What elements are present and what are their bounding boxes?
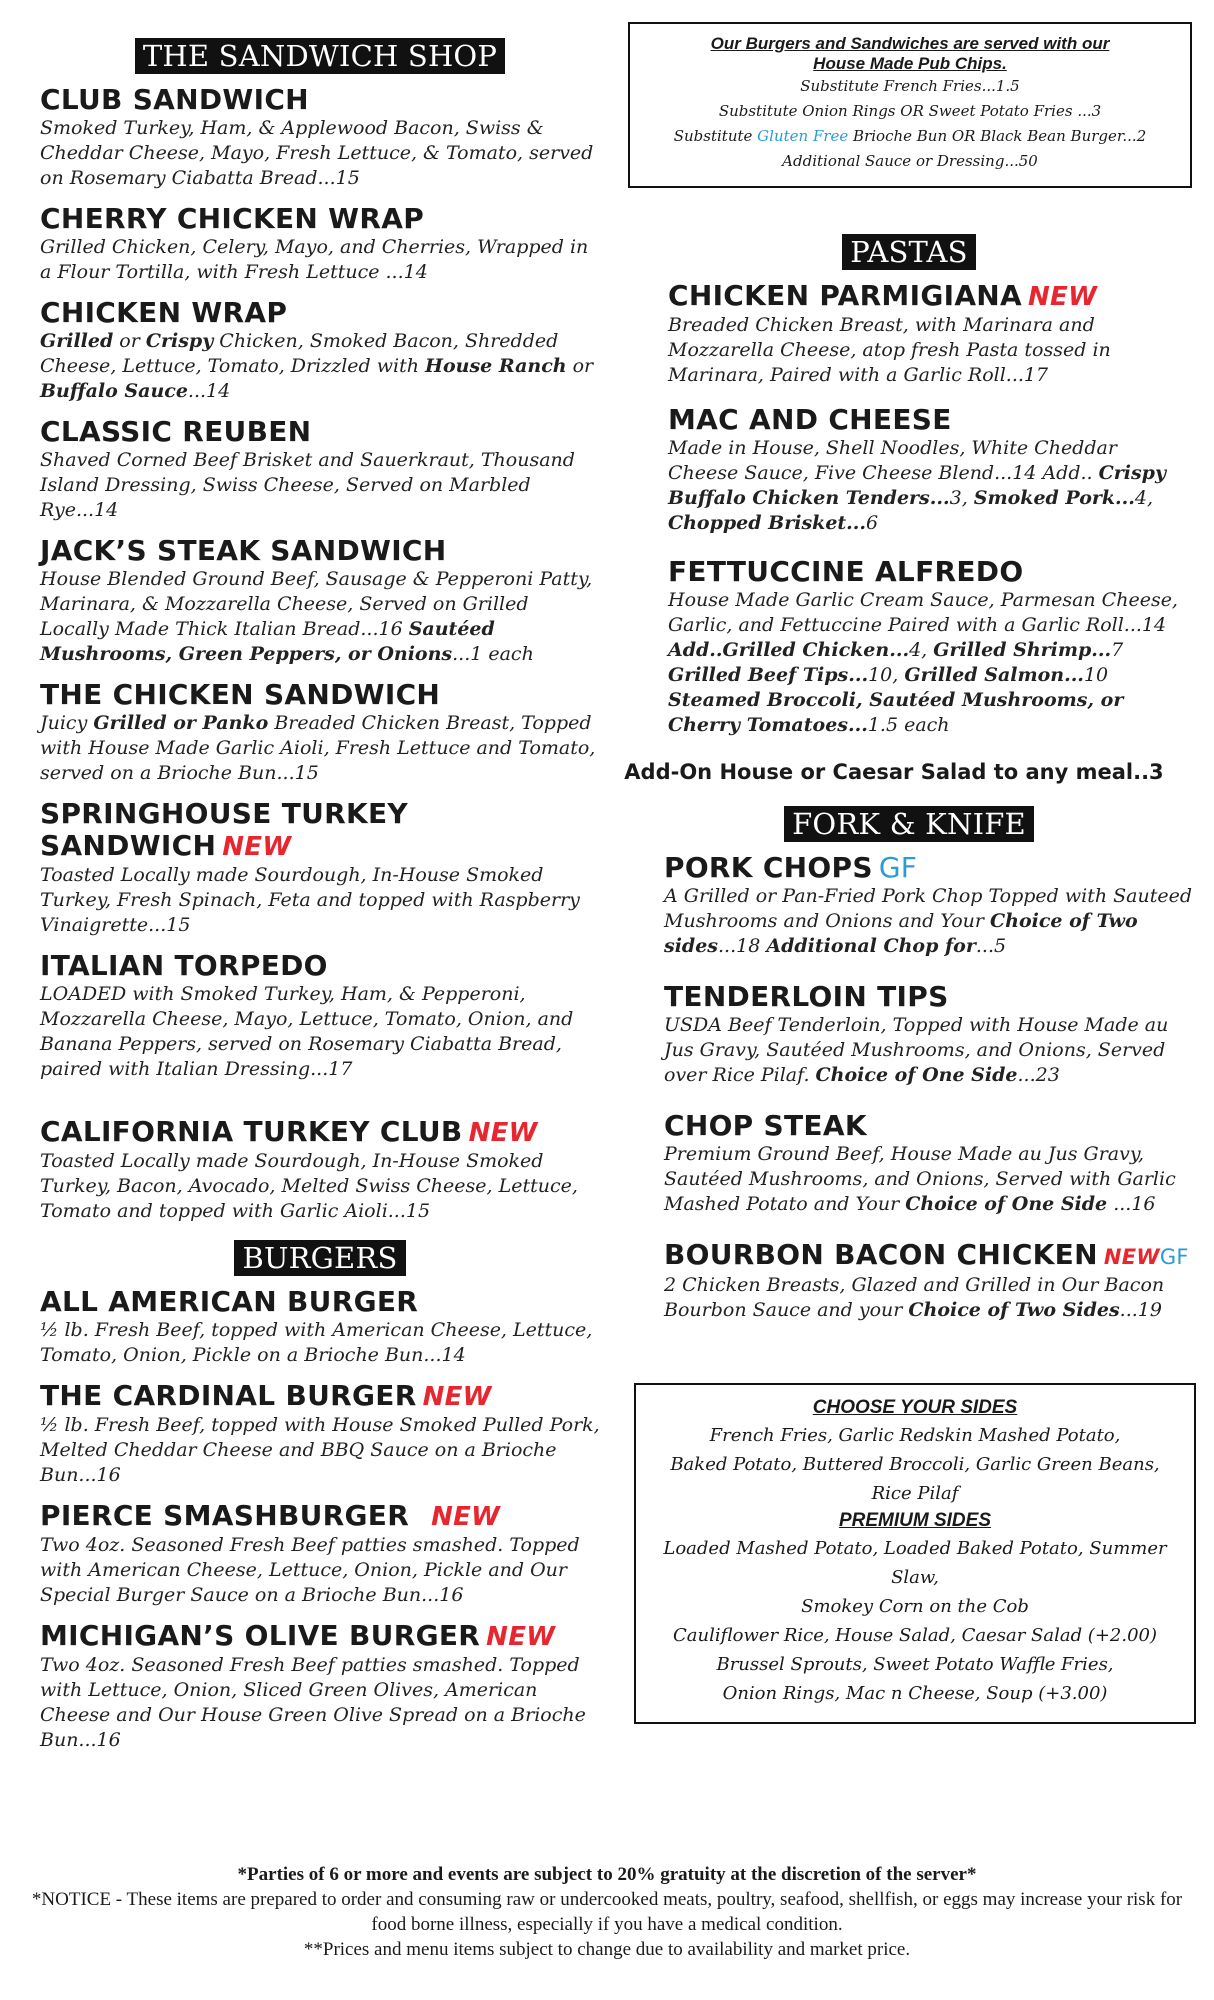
menu-item bbox=[40, 1116, 600, 1224]
item-desc: LOADED with Smoked Turkey, Ham, & Pepperoni, Mozzarella Cheese, Mayo, Lettuce, Tomato, Onion, and Banana Peppers, served on Rosemary Ciabatta Bread, paired with Italian Dressing...17 bbox=[40, 983, 574, 1080]
menu-item bbox=[668, 280, 1192, 388]
item-name: THE CHICKEN SANDWICH bbox=[40, 678, 441, 711]
item-name: JACK’S STEAK SANDWICH bbox=[40, 534, 447, 567]
item-desc: Premium Ground Beef, House Made au Jus Gravy, Sautéed Mushrooms, and Onions, Served with Garlic Mashed Potato and Your Choice of One Side ...16 bbox=[664, 1143, 1176, 1215]
sides-note-box bbox=[628, 22, 1192, 188]
menu-item bbox=[668, 404, 1192, 536]
footer-notice bbox=[30, 1862, 1184, 1962]
menu-item bbox=[40, 203, 600, 285]
sides-line: Rice Pilaf bbox=[871, 1483, 959, 1504]
item-desc: 2 Chicken Breasts, Glazed and Grilled in Our Bacon Bourbon Sauce and your Choice of Two Sides...19 bbox=[664, 1274, 1165, 1321]
item-desc: ½ lb. Fresh Beef, topped with American Cheese, Lettuce, Tomato, Onion, Pickle on a Brioche Bun...14 bbox=[40, 1319, 593, 1366]
menu-item bbox=[664, 852, 1192, 959]
sides-line: Smokey Corn on the Cob bbox=[801, 1596, 1029, 1617]
sides-line: Brussel Sprouts, Sweet Potato Waffle Fries, bbox=[716, 1654, 1114, 1675]
gratuity-note: *Parties of 6 or more and events are subject to 20% gratuity at the discretion of the server* bbox=[237, 1864, 977, 1885]
right-column bbox=[626, 22, 1192, 1724]
pastas-heading: PASTAS bbox=[626, 234, 1192, 270]
price-change-note: **Prices and menu items subject to change due to availability and market price. bbox=[303, 1939, 911, 1960]
menu-item bbox=[40, 1620, 600, 1753]
new-badge: NEW bbox=[486, 1622, 556, 1652]
item-name: CLASSIC REUBEN bbox=[40, 415, 312, 448]
menu-item bbox=[40, 1500, 600, 1608]
item-desc: USDA Beef Tenderloin, Topped with House Made au Jus Gravy, Sautéed Mushrooms, and Onions, Served over Rice Pilaf. Choice of One Side...23 bbox=[664, 1014, 1169, 1086]
new-badge: NEW bbox=[1028, 282, 1098, 312]
item-desc: Juicy Grilled or Panko Breaded Chicken Breast, Topped with House Made Garlic Aioli, Fresh Lettuce and Tomato, served on a Brioche Bun...15 bbox=[40, 712, 596, 784]
gf-badge: GF bbox=[1159, 1245, 1189, 1269]
menu-item bbox=[40, 535, 600, 667]
item-name: CHERRY CHICKEN WRAP bbox=[40, 202, 425, 235]
sides-line: Baked Potato, Buttered Broccoli, Garlic Green Beans, bbox=[670, 1454, 1160, 1475]
item-name: CHICKEN PARMIGIANA NEW bbox=[668, 279, 1098, 312]
left-column bbox=[40, 38, 600, 1765]
item-name: CALIFORNIA TURKEY CLUB NEW bbox=[40, 1115, 538, 1148]
item-desc: Grilled Chicken, Celery, Mayo, and Cherries, Wrapped in a Flour Tortilla, with Fresh Lettuce ...14 bbox=[40, 236, 589, 283]
item-desc: Two 4oz. Seasoned Fresh Beef patties smashed. Topped with American Cheese, Lettuce, Onion, Pickle and Our Special Burger Sauce on a Brioche Bun...16 bbox=[40, 1534, 580, 1606]
note-line: Substitute French Fries...1.5 bbox=[800, 77, 1020, 95]
item-desc: House Blended Ground Beef, Sausage & Pepperoni Patty, Marinara, & Mozzarella Cheese, Served on Grilled Locally Made Thick Italian Bread...16 Sautéed Mushrooms, Green Peppers, or Onions...1 each bbox=[40, 568, 593, 665]
new-badge: NEW bbox=[468, 1118, 538, 1148]
item-name: PIERCE SMASHBURGER NEW bbox=[40, 1499, 501, 1532]
item-desc: Grilled or Crispy Chicken, Smoked Bacon, Shredded Cheese, Lettuce, Tomato, Drizzled with House Ranch or Buffalo Sauce...14 bbox=[40, 330, 594, 402]
gf-badge: GF bbox=[878, 851, 918, 884]
item-desc: Made in House, Shell Noodles, White Cheddar Cheese Sauce, Five Cheese Blend...14 Add.. Crispy Buffalo Chicken Tenders...3, Smoked Pork...4, Chopped Brisket...6 bbox=[668, 437, 1166, 534]
note-title: House Made Pub Chips. bbox=[813, 54, 1007, 73]
menu-item bbox=[664, 1239, 1192, 1323]
item-desc: House Made Garlic Cream Sauce, Parmesan Cheese, Garlic, and Fettuccine Paired with a Garlic Roll...14 Add..Grilled Chicken...4, Grilled Shrimp...7 Grilled Beef Tips...10, Grilled Salmon...10 Steamed Broccoli, Sautéed Mushrooms, or Cherry Tomatoes...1.5 each bbox=[668, 589, 1178, 736]
new-badge: NEW bbox=[1103, 1245, 1160, 1269]
item-name: PORK CHOPS GF bbox=[664, 851, 918, 884]
item-name: ALL AMERICAN BURGER bbox=[40, 1285, 419, 1318]
menu-item bbox=[40, 1380, 600, 1488]
item-desc: A Grilled or Pan-Fried Pork Chop Topped with Sauteed Mushrooms and Onions and Your Choice of Two sides...18 Additional Chop for...5 bbox=[664, 885, 1192, 957]
menu-item bbox=[40, 1286, 600, 1368]
item-name: CHICKEN WRAP bbox=[40, 296, 288, 329]
sides-line: Onion Rings, Mac n Cheese, Soup (+3.00) bbox=[722, 1683, 1108, 1704]
menu-item bbox=[40, 84, 600, 191]
sides-title: CHOOSE YOUR SIDES bbox=[812, 1397, 1018, 1418]
item-name: MICHIGAN’S OLIVE BURGER NEW bbox=[40, 1619, 556, 1652]
new-badge: NEW bbox=[422, 1382, 492, 1412]
new-badge: NEW bbox=[222, 832, 292, 862]
choose-sides-box bbox=[634, 1383, 1196, 1724]
item-name: THE CARDINAL BURGER NEW bbox=[40, 1379, 492, 1412]
item-name: SPRINGHOUSE TURKEY SANDWICH NEW bbox=[40, 797, 408, 862]
menu-item bbox=[40, 679, 600, 786]
sides-line: Loaded Mashed Potato, Loaded Baked Potato, Summer Slaw, bbox=[663, 1538, 1167, 1588]
sides-line: French Fries, Garlic Redskin Mashed Potato, bbox=[709, 1425, 1121, 1446]
menu-item bbox=[40, 416, 600, 523]
item-name: CHOP STEAK bbox=[664, 1109, 867, 1142]
addon-salad-note: Add-On House or Caesar Salad to any meal..3 bbox=[624, 760, 1164, 784]
item-name: ITALIAN TORPEDO bbox=[40, 949, 328, 982]
item-name: FETTUCCINE ALFREDO bbox=[668, 555, 1024, 588]
menu-item bbox=[40, 950, 600, 1082]
item-desc: Shaved Corned Beef Brisket and Sauerkraut, Thousand Island Dressing, Swiss Cheese, Served on Marbled Rye...14 bbox=[40, 449, 575, 521]
item-desc: Toasted Locally made Sourdough, In-House Smoked Turkey, Fresh Spinach, Feta and topped with Raspberry Vinaigrette...15 bbox=[40, 864, 580, 936]
premium-sides-title: PREMIUM SIDES bbox=[838, 1510, 992, 1531]
item-desc: ½ lb. Fresh Beef, topped with House Smoked Pulled Pork, Melted Cheddar Cheese and BBQ Sauce on a Brioche Bun...16 bbox=[40, 1414, 600, 1486]
fork-knife-heading: FORK & KNIFE bbox=[626, 806, 1192, 842]
note-line: Substitute Gluten Free Brioche Bun OR Black Bean Burger...2 bbox=[673, 127, 1147, 145]
new-badge: NEW bbox=[431, 1502, 501, 1532]
burgers-heading: BURGERS bbox=[40, 1240, 600, 1276]
item-name: BOURBON BACON CHICKEN NEWGF bbox=[664, 1238, 1189, 1271]
item-desc: Two 4oz. Seasoned Fresh Beef patties smashed. Topped with Lettuce, Onion, Sliced Green Olives, American Cheese and Our House Green Olive Spread on a Brioche Bun...16 bbox=[40, 1654, 586, 1751]
note-line: Additional Sauce or Dressing...50 bbox=[782, 152, 1038, 170]
item-name: TENDERLOIN TIPS bbox=[664, 980, 949, 1013]
item-desc: Smoked Turkey, Ham, & Applewood Bacon, Swiss & Cheddar Cheese, Mayo, Fresh Lettuce, & Tomato, served on Rosemary Ciabatta Bread...15 bbox=[40, 117, 594, 189]
note-line: Substitute Onion Rings OR Sweet Potato Fries ...3 bbox=[718, 102, 1102, 120]
food-safety-notice: *NOTICE - These items are prepared to order and consuming raw or undercooked meats, poultry, seafood, shellfish, or eggs may increase your risk for food borne illness, especially if you have a medical condition. bbox=[31, 1889, 1183, 1935]
sides-line: Cauliflower Rice, House Salad, Caesar Salad (+2.00) bbox=[672, 1625, 1158, 1646]
item-desc: Toasted Locally made Sourdough, In-House Smoked Turkey, Bacon, Avocado, Melted Swiss Cheese, Lettuce, Tomato and topped with Garlic Aioli...15 bbox=[40, 1150, 578, 1222]
menu-item bbox=[664, 981, 1192, 1088]
item-name: MAC AND CHEESE bbox=[668, 403, 952, 436]
note-title: Our Burgers and Sandwiches are served with our bbox=[710, 34, 1110, 53]
menu-item bbox=[668, 556, 1192, 738]
item-desc: Breaded Chicken Breast, with Marinara and Mozzarella Cheese, atop fresh Pasta tossed in Marinara, Paired with a Garlic Roll...17 bbox=[668, 314, 1111, 386]
menu-item bbox=[40, 798, 600, 938]
item-name: CLUB SANDWICH bbox=[40, 83, 309, 116]
menu-item bbox=[40, 297, 600, 404]
sandwich-shop-heading: THE SANDWICH SHOP bbox=[40, 38, 600, 74]
menu-item bbox=[664, 1110, 1192, 1217]
